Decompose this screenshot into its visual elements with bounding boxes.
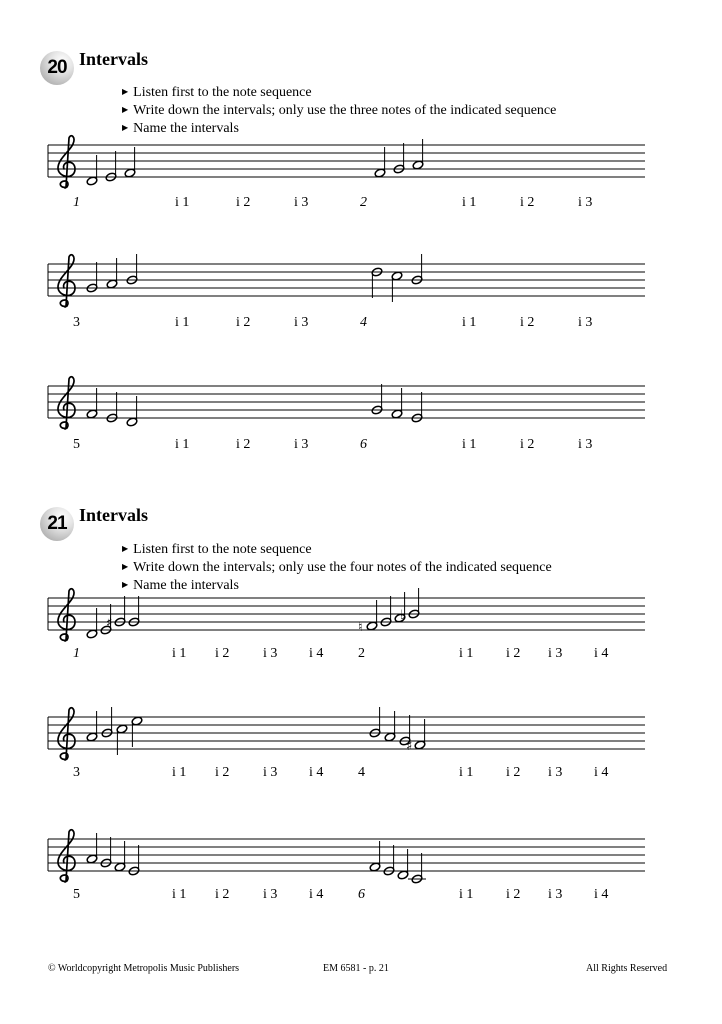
treble-clef-icon bbox=[58, 589, 75, 641]
exercise-title: Intervals bbox=[79, 505, 148, 525]
interval-label: i 2 bbox=[236, 315, 251, 330]
staff bbox=[48, 145, 645, 177]
interval-label: i 2 bbox=[520, 315, 535, 330]
half-note bbox=[126, 396, 138, 427]
interval-label: i 1 bbox=[459, 887, 474, 902]
half-note bbox=[86, 608, 98, 639]
interval-label: i 3 bbox=[578, 437, 593, 452]
sequence-number: 6 bbox=[358, 887, 365, 902]
interval-label: i 1 bbox=[462, 437, 477, 452]
interval-label: i 2 bbox=[215, 765, 230, 780]
half-note bbox=[86, 833, 98, 864]
interval-label: i 3 bbox=[578, 315, 593, 330]
interval-label: i 1 bbox=[462, 315, 477, 330]
half-note bbox=[86, 388, 98, 419]
half-note bbox=[131, 716, 143, 747]
treble-clef-icon bbox=[58, 830, 75, 882]
footer-rights: All Rights Reserved bbox=[586, 963, 668, 974]
half-note bbox=[391, 388, 403, 419]
instruction-item: ▶ Write down the intervals; only use the four notes of the indicated sequence bbox=[122, 558, 552, 576]
interval-label: i 1 bbox=[175, 437, 190, 452]
interval-label: i 2 bbox=[520, 195, 535, 210]
instruction-item: ▶ Name the intervals bbox=[122, 119, 556, 137]
interval-label: i 3 bbox=[294, 195, 309, 210]
interval-label: i 1 bbox=[459, 646, 474, 661]
interval-label: i 4 bbox=[594, 646, 609, 661]
accidental-icon: ♮ bbox=[358, 620, 363, 635]
half-note bbox=[400, 588, 420, 623]
half-note bbox=[86, 155, 98, 186]
interval-label: i 4 bbox=[594, 887, 609, 902]
half-note bbox=[397, 849, 409, 880]
half-note bbox=[369, 841, 381, 872]
sequence-number: 6 bbox=[360, 437, 367, 452]
interval-label: i 3 bbox=[578, 195, 593, 210]
half-note bbox=[106, 596, 126, 631]
half-note bbox=[114, 841, 126, 872]
interval-label: i 3 bbox=[263, 646, 278, 661]
sequence-number: 2 bbox=[358, 646, 365, 661]
sequence-number: 3 bbox=[73, 315, 80, 330]
interval-label: i 2 bbox=[236, 195, 251, 210]
half-note bbox=[86, 711, 98, 742]
half-note bbox=[374, 147, 386, 178]
treble-clef-icon bbox=[58, 377, 75, 429]
instruction-item: ▶ Listen first to the note sequence bbox=[122, 540, 552, 558]
footer-copyright: © Worldcopyright Metropolis Music Publishers bbox=[48, 963, 240, 974]
interval-label: i 3 bbox=[263, 887, 278, 902]
staff bbox=[48, 598, 645, 630]
sequence-number: 4 bbox=[360, 315, 367, 330]
staff bbox=[48, 386, 645, 418]
interval-label: i 3 bbox=[294, 315, 309, 330]
accidental-icon: ♯ bbox=[106, 616, 113, 631]
interval-label: i 4 bbox=[309, 646, 324, 661]
exercise-number: 21 bbox=[47, 513, 67, 534]
staff bbox=[48, 717, 645, 749]
treble-clef-icon bbox=[58, 136, 75, 188]
sequence-number: 2 bbox=[360, 195, 367, 210]
half-note bbox=[106, 258, 118, 289]
half-note bbox=[116, 724, 128, 755]
interval-label: i 2 bbox=[520, 437, 535, 452]
accidental-icon: ♭ bbox=[400, 608, 407, 623]
interval-label: i 3 bbox=[294, 437, 309, 452]
half-note bbox=[408, 853, 426, 884]
interval-label: i 2 bbox=[506, 765, 521, 780]
interval-label: i 4 bbox=[309, 765, 324, 780]
interval-label: i 4 bbox=[594, 765, 609, 780]
sequence-number: 5 bbox=[73, 887, 80, 902]
instruction-item: ▶ Name the intervals bbox=[122, 576, 552, 594]
footer-page-number: EM 6581 - p. 21 bbox=[323, 963, 389, 974]
interval-label: i 3 bbox=[548, 887, 563, 902]
sequence-number: 3 bbox=[73, 765, 80, 780]
interval-label: i 3 bbox=[263, 765, 278, 780]
interval-label: i 1 bbox=[172, 765, 187, 780]
half-note bbox=[412, 139, 424, 170]
treble-clef-icon bbox=[58, 255, 75, 307]
interval-label: i 1 bbox=[175, 315, 190, 330]
half-note bbox=[124, 147, 136, 178]
interval-label: i 2 bbox=[506, 887, 521, 902]
interval-label: i 3 bbox=[548, 765, 563, 780]
interval-label: i 2 bbox=[506, 646, 521, 661]
accidental-icon: ♯ bbox=[406, 739, 413, 754]
treble-clef-icon bbox=[58, 708, 75, 760]
interval-label: i 4 bbox=[309, 887, 324, 902]
sequence-number: 5 bbox=[73, 437, 80, 452]
interval-label: i 1 bbox=[462, 195, 477, 210]
interval-label: i 2 bbox=[236, 437, 251, 452]
half-note bbox=[391, 271, 403, 302]
interval-label: i 1 bbox=[459, 765, 474, 780]
sequence-number: 4 bbox=[358, 765, 365, 780]
exercise-title: Intervals bbox=[79, 49, 148, 69]
interval-label: i 2 bbox=[215, 887, 230, 902]
interval-label: i 1 bbox=[172, 887, 187, 902]
staff bbox=[48, 264, 645, 296]
half-note bbox=[384, 711, 396, 742]
staff bbox=[48, 839, 645, 871]
interval-label: i 1 bbox=[175, 195, 190, 210]
sequence-number: 1 bbox=[73, 646, 80, 661]
instruction-item: ▶ Listen first to the note sequence bbox=[122, 83, 556, 101]
interval-label: i 2 bbox=[215, 646, 230, 661]
interval-label: i 3 bbox=[548, 646, 563, 661]
instruction-item: ▶ Write down the intervals; only use the three notes of the indicated sequence bbox=[122, 101, 556, 119]
exercise-number: 20 bbox=[47, 57, 67, 78]
sequence-number: 1 bbox=[73, 195, 80, 210]
interval-label: i 1 bbox=[172, 646, 187, 661]
